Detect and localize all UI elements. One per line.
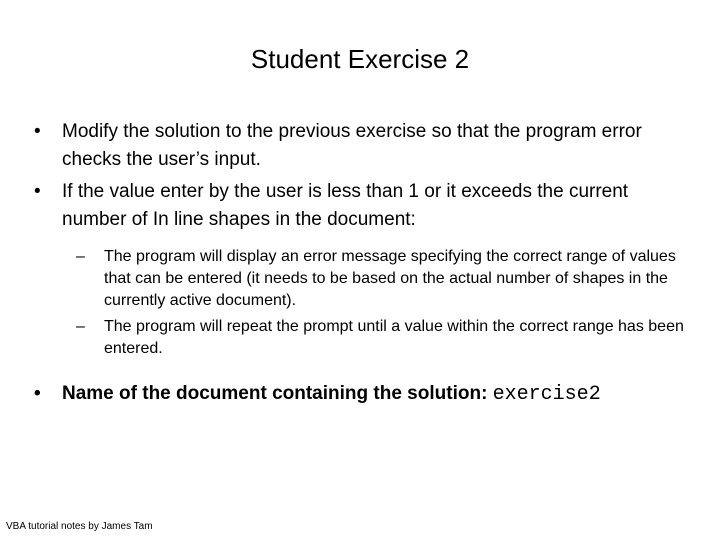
sub-bullet-text: The program will display an error message specifying the correct range of values that can be entered (it needs to be based on the actual number of shapes in the currently active document). bbox=[104, 248, 676, 309]
sub-bullet-text: The program will repeat the prompt until a value within the correct range has been entered. bbox=[104, 318, 684, 357]
sub-bullet-item bbox=[76, 246, 694, 312]
solution-separator: : bbox=[481, 383, 493, 404]
bullet-item bbox=[34, 178, 694, 360]
sub-bullet-marker: – bbox=[76, 248, 85, 265]
solution-label: Name of the document containing the solution bbox=[62, 383, 482, 404]
bullet-item bbox=[34, 118, 694, 174]
bullet-list bbox=[34, 118, 694, 413]
sub-bullet-marker: – bbox=[76, 318, 85, 335]
sub-bullet-item bbox=[76, 316, 694, 360]
solution-bullet bbox=[34, 380, 694, 409]
bullet-marker: • bbox=[34, 383, 41, 404]
bullet-marker: • bbox=[34, 121, 41, 142]
sub-bullet-list bbox=[76, 246, 694, 360]
bullet-text: Modify the solution to the previous exercise so that the program error checks the user’s input. bbox=[62, 121, 642, 170]
solution-filename: exercise2 bbox=[492, 383, 601, 406]
slide-title: Student Exercise 2 bbox=[250, 44, 470, 74]
bullet-marker: • bbox=[34, 181, 41, 202]
footer-credit: VBA tutorial notes by James Tam bbox=[6, 521, 153, 532]
bullet-text: If the value enter by the user is less than 1 or it exceeds the current number of In line shapes in the document: bbox=[62, 181, 629, 230]
